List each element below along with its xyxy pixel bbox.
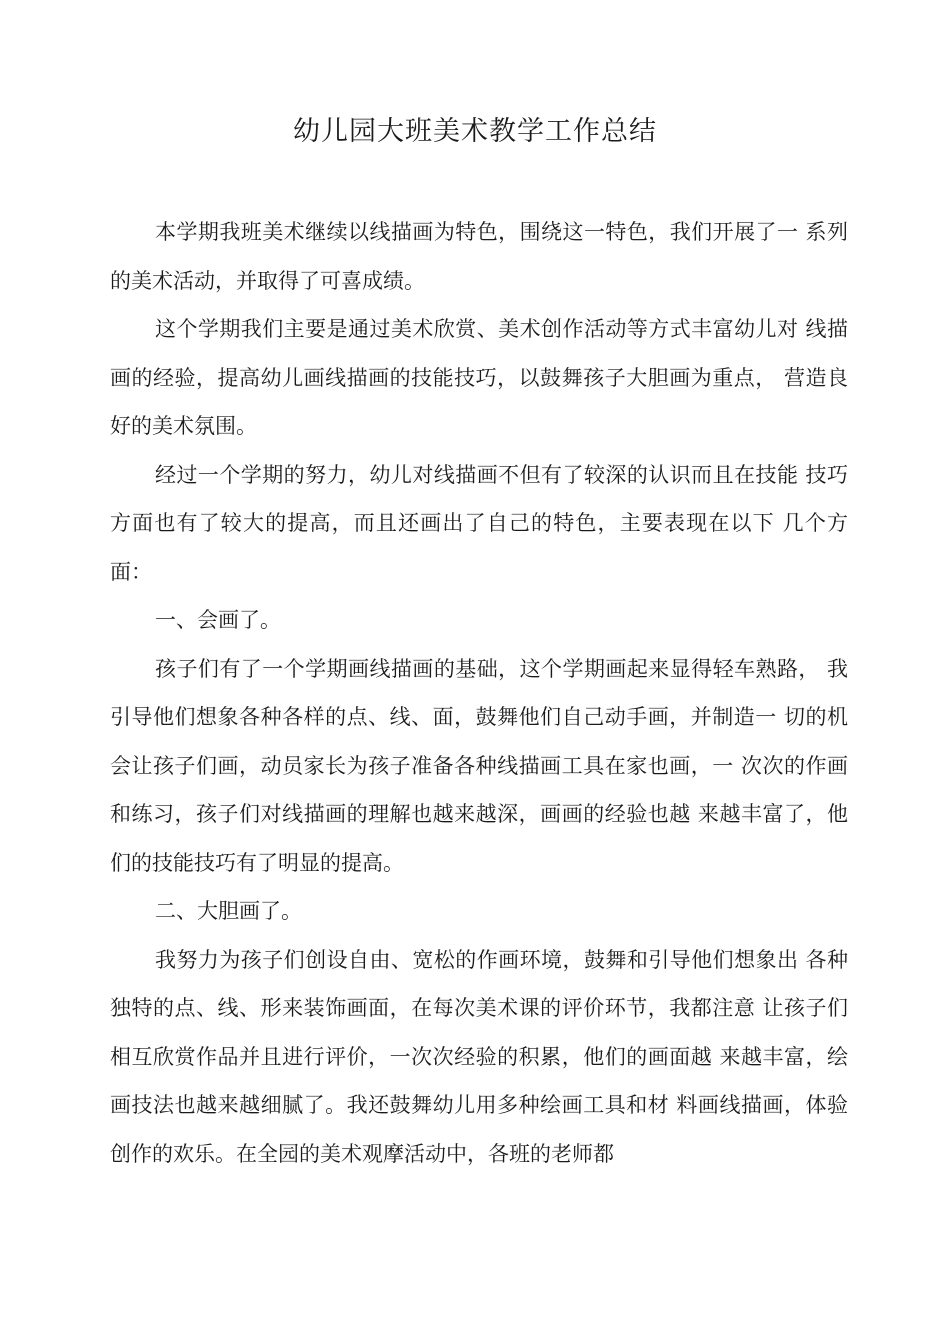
document-title: 幼儿园大班美术教学工作总结 bbox=[293, 116, 657, 147]
paragraph-methods: 这个学期我们主要是通过美术欣赏、美术创作活动等方式丰富幼儿对 线描画的经验，提高幼儿画线描画的技能技巧，以鼓舞孩子大胆画为重点， 营造良好的美术氛围。 bbox=[110, 317, 848, 438]
section-heading-1: 一、会画了。 bbox=[155, 608, 281, 632]
paragraph-section-1: 孩子们有了一个学期画线描画的基础，这个学期画起来显得轻车熟路， 我引导他们想象各种各样的点、线、面，鼓舞他们自己动手画，并制造一 切的机会让孩子们画，动员家长为孩子准备各种线描画工具在家也画，一 次次的作画和练习，孩子们对线描画的理解也越来越深，画画的经验也越 来越丰富了，他们的技能技巧有了明显的提高。 bbox=[110, 656, 848, 875]
paragraph-section-2: 我努力为孩子们创设自由、宽松的作画环境，鼓舞和引导他们想象出 各种独特的点、线、形来装饰画面，在每次美术课的评价环节，我都注意 让孩子们相互欣赏作品并且进行评价，一次次经验的积累，他们的画面越 来越丰富，绘画技法也越来越细腻了。我还鼓舞幼儿用多种绘画工具和材 料画线描画，体验创作的欢乐。在全园的美术观摩活动中，各班的老师都 bbox=[110, 947, 848, 1166]
section-heading-2: 二、大胆画了。 bbox=[155, 899, 302, 923]
document-body bbox=[110, 208, 848, 1178]
paragraph-results: 经过一个学期的努力，幼儿对线描画不但有了较深的认识而且在技能 技巧方面也有了较大的提高，而且还画出了自己的特色，主要表现在以下 几个方面： bbox=[110, 462, 848, 584]
paragraph-intro: 本学期我班美术继续以线描画为特色，围绕这一特色，我们开展了一 系列的美术活动，并取得了可喜成绩。 bbox=[110, 220, 848, 293]
